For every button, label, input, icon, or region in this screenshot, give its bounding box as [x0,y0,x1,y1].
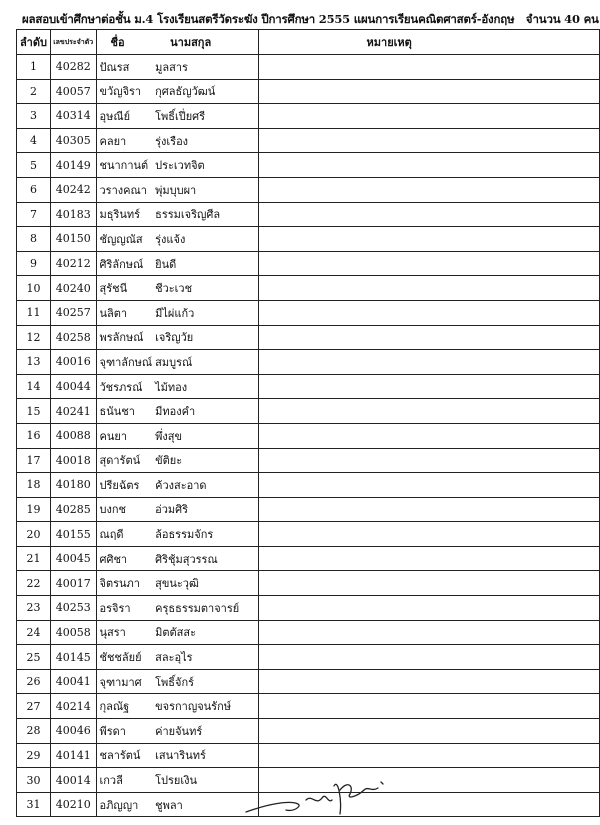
table-row [17,645,600,670]
first-name: ธนันชา [96,399,152,424]
student-id: 40088 [50,423,96,448]
student-id: 40155 [50,522,96,547]
first-name: คนยา [96,423,152,448]
student-id: 40046 [50,719,96,744]
note-cell [258,251,599,276]
last-name: รุ่งแจ้ง [152,227,258,252]
student-id: 40044 [50,374,96,399]
row-number: 8 [17,227,51,252]
last-name: รุ่งเรือง [152,128,258,153]
student-id: 40149 [50,153,96,178]
row-number: 1 [17,55,51,80]
row-number: 31 [17,792,51,817]
row-number: 22 [17,571,51,596]
row-number: 4 [17,128,51,153]
note-cell [258,669,599,694]
title-text: ผลสอบเข้าศึกษาต่อชั้น ม.4 โรงเรียนสตรีวัดระฆัง ปีการศึกษา 2555 แผนการเรียนคณิตศาสตร์-อังกฤษ [22,12,515,26]
student-id: 40145 [50,645,96,670]
note-cell [258,473,599,498]
row-number: 2 [17,79,51,104]
table-row [17,153,600,178]
last-name: สุขนะวุฒิ [152,571,258,596]
last-name: ค้วงสะอาด [152,473,258,498]
note-cell [258,497,599,522]
table-row [17,694,600,719]
last-name: มูลสาร [152,55,258,80]
first-name: บงกช [96,497,152,522]
table-row [17,374,600,399]
student-id: 40212 [50,251,96,276]
table-header-row [17,30,600,55]
table-row [17,104,600,129]
last-name: ประเวทจิต [152,153,258,178]
table-row [17,669,600,694]
table-row [17,620,600,645]
first-name: ศิริลักษณ์ [96,251,152,276]
header-note: หมายเหตุ [258,30,599,55]
last-name: เจริญวัย [152,325,258,350]
note-cell [258,645,599,670]
results-table [16,29,600,817]
student-id: 40314 [50,104,96,129]
table-row [17,202,600,227]
student-id: 40282 [50,55,96,80]
last-name: ขัติยะ [152,448,258,473]
table-row [17,227,600,252]
student-id: 40141 [50,743,96,768]
student-id: 40240 [50,276,96,301]
last-name: สละอุไร [152,645,258,670]
row-number: 18 [17,473,51,498]
table-row [17,55,600,80]
last-name: ธรรมเจริญศีล [152,202,258,227]
last-name: มิตตัสสะ [152,620,258,645]
last-name: ขจรกาญจนรักษ์ [152,694,258,719]
student-id: 40045 [50,546,96,571]
student-count: จำนวน 40 คน [525,12,599,26]
note-cell [258,448,599,473]
table-row [17,350,600,375]
row-number: 7 [17,202,51,227]
student-id: 40016 [50,350,96,375]
row-number: 26 [17,669,51,694]
first-name: พรลักษณ์ [96,325,152,350]
row-number: 12 [17,325,51,350]
header-last-name: นามสกุล [152,30,258,55]
first-name: เกวลี [96,768,152,793]
student-id: 40305 [50,128,96,153]
first-name: นลิตา [96,300,152,325]
student-id: 40257 [50,300,96,325]
last-name: พึ่งสุข [152,423,258,448]
table-row [17,325,600,350]
row-number: 11 [17,300,51,325]
first-name: ณฤดี [96,522,152,547]
row-number: 28 [17,719,51,744]
first-name: อุษณีย์ [96,104,152,129]
first-name: สุรัชนี [96,276,152,301]
last-name: ศิริชุ้มสุวรรณ [152,546,258,571]
first-name: คลยา [96,128,152,153]
note-cell [258,620,599,645]
note-cell [258,350,599,375]
last-name: มีไผ่แก้ว [152,300,258,325]
table-row [17,719,600,744]
note-cell [258,596,599,621]
row-number: 27 [17,694,51,719]
last-name: ไม้ทอง [152,374,258,399]
first-name: มธุรินทร์ [96,202,152,227]
note-cell [258,325,599,350]
student-id: 40150 [50,227,96,252]
last-name: โพธิ์จักร์ [152,669,258,694]
student-id: 40242 [50,177,96,202]
note-cell [258,423,599,448]
first-name: ชลารัตน์ [96,743,152,768]
note-cell [258,276,599,301]
student-id: 40018 [50,448,96,473]
last-name: ล้อธรรมจักร [152,522,258,547]
row-number: 29 [17,743,51,768]
student-id: 40058 [50,620,96,645]
student-id: 40180 [50,473,96,498]
row-number: 19 [17,497,51,522]
signature [228,760,398,820]
row-number: 9 [17,251,51,276]
first-name: ขวัญจิรา [96,79,152,104]
last-name: มีทองคำ [152,399,258,424]
first-name: ปัณรส [96,55,152,80]
first-name: ปรียฉัตร [96,473,152,498]
note-cell [258,128,599,153]
last-name: พุ่มบุบผา [152,177,258,202]
last-name: ยินดี [152,251,258,276]
row-number: 13 [17,350,51,375]
student-id: 40253 [50,596,96,621]
last-name: ค่ายจันทร์ [152,719,258,744]
note-cell [258,79,599,104]
first-name: อภิญญา [96,792,152,817]
first-name: อรจิรา [96,596,152,621]
student-id: 40210 [50,792,96,817]
first-name: พีรดา [96,719,152,744]
table-row [17,399,600,424]
note-cell [258,374,599,399]
first-name: ศศิชา [96,546,152,571]
note-cell [258,300,599,325]
row-number: 23 [17,596,51,621]
last-name: ชีวะเวช [152,276,258,301]
table-row [17,546,600,571]
page-title [22,11,599,29]
table-body [17,55,600,817]
table-row [17,177,600,202]
note-cell [258,177,599,202]
note-cell [258,227,599,252]
student-id: 40057 [50,79,96,104]
row-number: 5 [17,153,51,178]
table-row [17,251,600,276]
table-row [17,276,600,301]
row-number: 15 [17,399,51,424]
last-name: โพธิ์เปี่ยศรี [152,104,258,129]
last-name: อ่วมศิริ [152,497,258,522]
first-name: นุสรา [96,620,152,645]
first-name: ชัชชลัยย์ [96,645,152,670]
note-cell [258,522,599,547]
note-cell [258,546,599,571]
row-number: 14 [17,374,51,399]
first-name: สุดารัตน์ [96,448,152,473]
note-cell [258,202,599,227]
student-id: 40017 [50,571,96,596]
table-row [17,128,600,153]
table-row [17,497,600,522]
last-name: สมบูรณ์ [152,350,258,375]
student-id: 40285 [50,497,96,522]
first-name: ชนากานต์ [96,153,152,178]
student-id: 40183 [50,202,96,227]
last-name: กุศลธัญวัฒน์ [152,79,258,104]
row-number: 17 [17,448,51,473]
note-cell [258,719,599,744]
row-number: 25 [17,645,51,670]
last-name: ชูพลา [152,792,258,817]
table-row [17,473,600,498]
last-name: เสนารินทร์ [152,743,258,768]
last-name: ครุธธรรมตาจารย์ [152,596,258,621]
table-row [17,571,600,596]
note-cell [258,399,599,424]
header-id: เลขประจำตัว [50,30,96,55]
row-number: 3 [17,104,51,129]
first-name: วรางคณา [96,177,152,202]
student-id: 40041 [50,669,96,694]
student-id: 40241 [50,399,96,424]
last-name: โปรยเงิน [152,768,258,793]
student-id: 40014 [50,768,96,793]
row-number: 30 [17,768,51,793]
row-number: 20 [17,522,51,547]
row-number: 6 [17,177,51,202]
note-cell [258,694,599,719]
row-number: 10 [17,276,51,301]
first-name: ชัญญณัส [96,227,152,252]
table-row [17,300,600,325]
note-cell [258,104,599,129]
table-row [17,522,600,547]
student-id: 40258 [50,325,96,350]
table-row [17,596,600,621]
note-cell [258,55,599,80]
first-name: วัชรภรณ์ [96,374,152,399]
note-cell [258,571,599,596]
first-name: จุฑามาศ [96,669,152,694]
table-row [17,448,600,473]
note-cell [258,153,599,178]
row-number: 24 [17,620,51,645]
header-no: ลำดับ [17,30,51,55]
header-first-name: ชื่อ [96,30,152,55]
table-row [17,423,600,448]
first-name: จุฑาลักษณ์ [96,350,152,375]
first-name: กุลณัฐ [96,694,152,719]
row-number: 16 [17,423,51,448]
student-id: 40214 [50,694,96,719]
first-name: จิตรนภา [96,571,152,596]
row-number: 21 [17,546,51,571]
table-row [17,79,600,104]
